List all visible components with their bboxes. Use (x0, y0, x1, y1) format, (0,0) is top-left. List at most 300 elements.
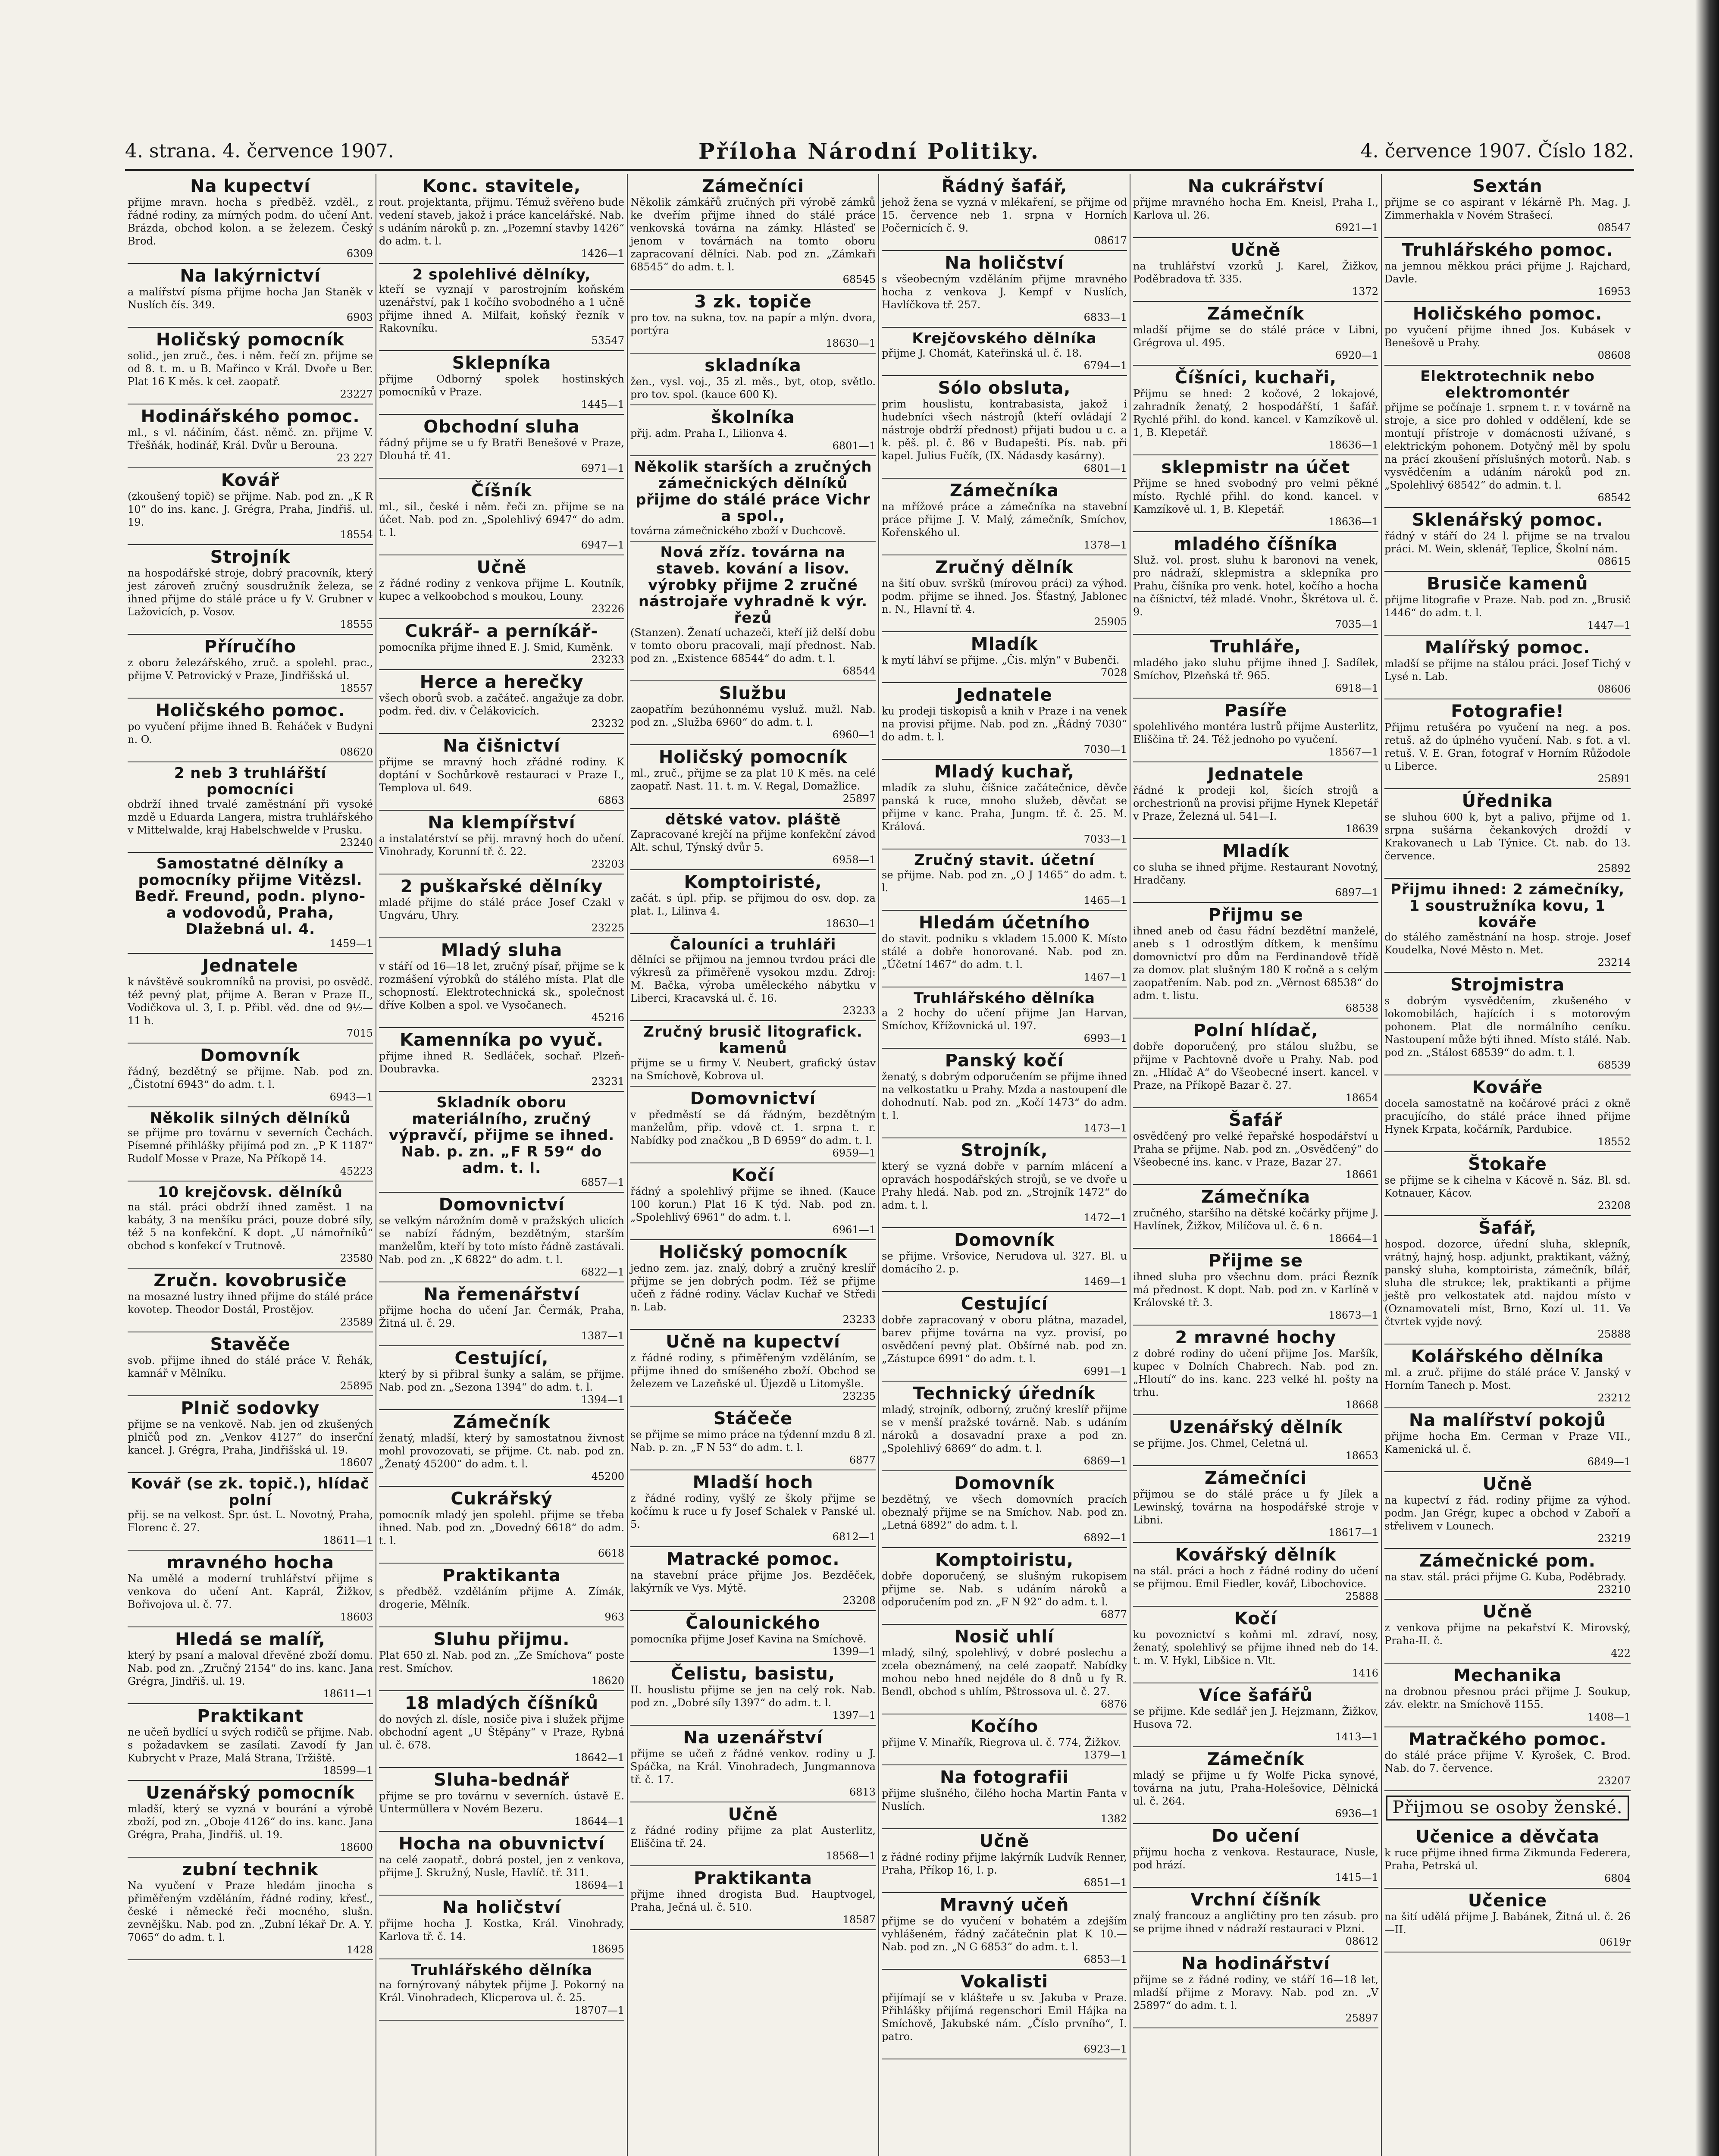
ad-number: 23208 (1597, 1200, 1631, 1212)
classified-ad (882, 1893, 1127, 1970)
ad-body: řádný a spolehlivý přijme se ihned. (Kauce 100 korun.) Plat 16 K týd. Nab. pod zn. „Spolehlivý 6961“ do adm. t. l. (630, 1185, 876, 1223)
ad-headline: Kočí (731, 1166, 775, 1185)
classified-ad (379, 1959, 624, 2021)
ad-number: 6918—1 (1335, 682, 1378, 694)
ad-body: z řádné rodiny přijme lakýrník Ludvík Renner, Praha, Příkop 16, I. p. (882, 1851, 1127, 1876)
ad-body: do nových zl. dísle, nosiče piva i služek přijme obchodní agent „U Štěpány“ v Praze, Rybná ul. č. 678. (379, 1713, 624, 1751)
ad-number: 25892 (1597, 862, 1631, 874)
classified-ad (379, 734, 624, 811)
ad-body: mladší přijme se do stálé práce v Libni, Grégrova ul. 495. (1133, 324, 1378, 349)
ad-body: žen., vysl. voj., 35 zl. měs., byt, otop, světlo. pro tov. spol. (kauce 600 K). (630, 376, 876, 401)
ad-body: přijme litografie v Praze. Nab. pod zn. „Brusič 1446“ do adm. t. l. (1384, 594, 1631, 619)
classified-ad (882, 1471, 1127, 1548)
ad-number: 25897 (1345, 2012, 1378, 2024)
ad-headline: Službu (719, 683, 787, 703)
classified-ad (379, 1564, 624, 1627)
classified-ad (882, 251, 1127, 328)
ad-body: znalý francouz a angličtiny pro ten zásub. pro se prijme ihned v nádraží restauraci v Plzni. (1133, 1910, 1378, 1935)
classified-ad (379, 811, 624, 874)
ad-number: 23233 (591, 654, 624, 666)
column-3 (628, 174, 879, 2156)
ad-body: jehož žena se vyzná v mlékaření, se přijme od 15. července neb 1. srpna v Horních Počernicích č. 9. (882, 196, 1127, 234)
ad-body: z venkova přijme na pekařství K. Mirovský, Praha-II. č. (1384, 1622, 1631, 1647)
classified-ad (128, 545, 373, 635)
ad-headline: Mravný učeň (939, 1895, 1069, 1915)
ad-headline: Více šafářů (1199, 1686, 1313, 1705)
classified-ad (882, 1765, 1127, 1829)
ad-number: 18639 (1345, 823, 1378, 835)
ad-number: 1394—1 (581, 1394, 624, 1406)
ad-number: 18611—1 (323, 1534, 373, 1546)
ad-body: na jemnou měkkou práci přijme J. Rajchard, Davle. (1384, 260, 1631, 285)
ad-body: na hospodářské stroje, dobrý pracovník, který jest zároveň zručný sousdružník železa, se ihned přijme do stálé práce u fy V. Grubner v Lažovicích, p. Vosov. (128, 567, 373, 618)
ad-headline: Kovář (se zk. topič.), hlídač polní (131, 1475, 370, 1509)
ad-body: mladý, silný, spolehlivý, v dobré poslechu a zcela obeznámený, na celé zaopatř. Nabídky mohou nebo hned nejdéle do 8 dnů u fy R. Bendl, obchod s uhlím, Pštrossova ul. č. 27. (882, 1647, 1127, 1698)
ad-body: přijme se u firmy V. Neubert, grafický ústav na Smíchově, Kobrova ul. (630, 1057, 876, 1082)
ad-headline: Domovnictví (438, 1195, 565, 1215)
classified-ad (1133, 762, 1378, 839)
ad-number: 23235 (842, 1390, 876, 1402)
ad-number: 18554 (340, 529, 373, 541)
ad-number: 18555 (340, 618, 373, 630)
ad-headline: Mladík (1222, 841, 1290, 861)
classified-ad (630, 870, 876, 934)
ad-body: do stavit. podniku s vkladem 15.000 K. Místo stálé a dobře honorované. Nab. pod zn. „Účetní 1467“ do adm. t. l. (882, 933, 1127, 971)
ad-number: 6309 (346, 248, 373, 260)
ad-number: 23208 (842, 1595, 876, 1607)
classified-ad (1384, 572, 1631, 636)
ad-number: 6923—1 (1083, 2043, 1127, 2055)
ad-body: přijme ihned R. Sedláček, sochař. Plzeň-Doubravka. (379, 1050, 624, 1075)
ad-body: Přijmu retušéra po vyučení na neg. a pos. retuš. až do úplného vyučení. Nab. s fot. a vl. retuš. V. E. Gran, fotograf v Horním Růžodole u Liberce. (1384, 721, 1631, 772)
ad-headline: Cestující (961, 1294, 1048, 1314)
ad-body: který by psaní a maloval dřevěné zboží domu. Nab. pod zn. „Zručný 2154“ do ins. kanc. Jana Grégra, Jindřiš. ul. 19. (128, 1649, 373, 1687)
ad-number: 18661 (1345, 1169, 1378, 1181)
ad-headline: Matračkého pomoc. (1408, 1730, 1607, 1749)
ad-number: 08615 (1597, 555, 1631, 567)
classified-ad (379, 555, 624, 619)
ad-headline: Kovářský dělník (1175, 1545, 1337, 1565)
ad-number: 1399—1 (832, 1645, 876, 1658)
ad-body: přijme J. Chomát, Kateřinská ul. č. 18. (882, 347, 1082, 359)
ad-number: 18603 (340, 1611, 373, 1623)
classified-ad (1384, 1889, 1631, 1952)
ad-number: 6804 (1604, 1872, 1631, 1884)
ad-number: 1416 (1352, 1667, 1378, 1679)
ad-headline: Panský kočí (945, 1051, 1064, 1071)
ad-number: 18617—1 (1328, 1526, 1378, 1539)
ad-number: 1472—1 (1083, 1212, 1127, 1224)
ad-body: prim houslistu, kontrabasista, jakož i hudebníci všech nástrojů (kteří ovládají 2 nástroje obdrží přednost) přijati budou u c. a k. pěš. pl. č. 86 v Budapešti. Pís. nab. při kapel. Julius Fučík, (IX. Nádasdy kasárny). (882, 398, 1127, 462)
ad-body: přijme se z řádné rodiny, ve stáří 16—18 let, mladší přijme z Moravy. Nab. pod zn. „V 25897“ do adm. t. l. (1133, 1974, 1378, 2012)
ad-body: Přijme se hned svobodný pro velmi pěkné místo. Rychlé přihl. do kond. kancel. v Kamzíkově ul. 1, B. Klepetář. (1133, 477, 1378, 515)
ad-headline: Příručího (204, 637, 297, 657)
ad-headline: Na fotografii (939, 1767, 1069, 1787)
ad-number: 08547 (1597, 222, 1631, 234)
ad-number: 6892—1 (1083, 1532, 1127, 1544)
ad-headline: Praktikanta (694, 1868, 812, 1888)
ad-headline: Kovář (221, 470, 280, 490)
classified-ad (882, 174, 1127, 251)
ad-headline: Zámečníka (949, 481, 1059, 501)
ad-headline: Kamenníka po vyuč. (400, 1030, 604, 1050)
classified-ad (882, 1548, 1127, 1625)
ad-body: bezdětný, ve všech domovních pracích obeznalý přijme se na Smíchov. Nab. pod zn. „Letná 6892“ do adm. t. l. (882, 1493, 1127, 1531)
ad-headline: Zámečnické pom. (1419, 1551, 1596, 1571)
ad-body: ku povoznictví s koňmi ml. zdraví, nosy, ženatý, spolehlivý se přijme ihned neb do 14. t. m. V. Hykl, Libšice n. Vlt. (1133, 1629, 1378, 1667)
ad-body: se přijme pro továrnu v severních Čechách. Písemné přihlášky přijímá pod zn. „P K 1187“ Rudolf Mosse v Praze, Na Příkopě 14. (128, 1127, 373, 1165)
ad-headline: Fotografie! (1451, 702, 1564, 721)
ad-headline: Na lakýrnictví (180, 266, 321, 286)
ad-headline: Hledá se malíř, (175, 1630, 326, 1649)
ad-body: pomocník mladý jen spolehl. přijme se třeba ihned. Nab. pod zn. „Dovedný 6618“ do adm. t. l. (379, 1509, 624, 1547)
ad-body: se přijme. Jos. Chmel, Celetná ul. (1133, 1437, 1308, 1449)
ad-body: (zkoušený topič) se přijme. Nab. pod zn. „K R 10“ do ins. kanc. J. Grégra, Praha, Jindřiš. ul. 19. (128, 490, 373, 528)
classified-ad (882, 479, 1127, 555)
ad-headline: Řádný šafář, (941, 176, 1068, 196)
ad-number: 6813 (849, 1786, 876, 1798)
classified-ad (630, 1330, 876, 1407)
classified-ad (128, 328, 373, 404)
ad-number: 18611—1 (323, 1688, 373, 1700)
ad-headline: Zámečníci (1204, 1468, 1307, 1488)
ad-headline: dětské vatov. pláště (665, 811, 841, 828)
ad-number: 6801—1 (1083, 462, 1127, 474)
ad-number: 23232 (591, 718, 624, 730)
ad-number: 1467—1 (1083, 971, 1127, 983)
ad-number: 1379—1 (1083, 1749, 1127, 1761)
classified-ad (1133, 174, 1378, 238)
ad-body: mladé přijme do stálé práce Josef Czakl v Ungváru, Uhry. (379, 896, 624, 921)
ad-number: 1378—1 (1083, 539, 1127, 551)
classified-ad (1384, 1216, 1631, 1344)
classified-ad (1384, 699, 1631, 789)
ad-body: ml., zruč., přijme se za plat 10 K měs. na celé zaopatř. Nast. 11. t. m. V. Regal, Domažlice. (630, 767, 876, 792)
ad-number: 23233 (842, 1313, 876, 1326)
classified-ad (1133, 1888, 1378, 1952)
ad-number: 18630—1 (826, 337, 876, 349)
ad-body: se přijme se mimo práce na týdenní mzdu 8 zl. Nab. p. zn. „F N 53“ do adm. t. l. (630, 1429, 876, 1454)
ad-headline: 3 zk. topiče (694, 292, 812, 312)
ad-number: 18620 (591, 1675, 624, 1687)
ad-headline: Přijmu ihned: 2 zámečníky, 1 soustružníka kovu, 1 kováře (1390, 881, 1625, 931)
ad-number: 25888 (1597, 1328, 1631, 1340)
ad-body: který by si přibral šunky a salám, se přijme. Nab. pod zn. „Sezona 1394“ do adm. t. l. (379, 1368, 624, 1393)
ad-headline: Domovnictví (690, 1089, 816, 1109)
ad-headline: Obchodní sluha (423, 417, 580, 437)
ad-body: mladší se přijme na stálou práci. Josef Tichý v Lysé n. Lab. (1384, 658, 1631, 683)
classified-ad (630, 1021, 876, 1087)
classified-ad (1384, 1408, 1631, 1472)
ad-body: se přijme se k cihelna v Kácově n. Sáz. Bl. sd. Kotnauer, Kácov. (1384, 1174, 1631, 1199)
header-date-left: 4. strana. 4. července 1907. (125, 140, 394, 162)
ad-number: 6903 (346, 311, 373, 323)
classified-ad (882, 1714, 1127, 1765)
ad-number: 53547 (591, 335, 624, 347)
ad-headline: Sklepníka (452, 353, 551, 373)
ad-headline: 10 krejčovsk. dělníků (157, 1184, 343, 1201)
classified-ad (1384, 508, 1631, 572)
ad-number: 25888 (1345, 1590, 1378, 1602)
classified-ad (128, 699, 373, 762)
classified-ad (630, 1726, 876, 1802)
ad-number: 18552 (1597, 1136, 1631, 1148)
ad-body: k ruce přijme ihned firma Zikmunda Federera, Praha, Petrská ul. (1384, 1847, 1631, 1872)
ad-headline: Kočí (1234, 1609, 1278, 1629)
ad-number: 23589 (340, 1316, 373, 1328)
column-1 (125, 174, 376, 2156)
classified-ad (882, 555, 1127, 632)
ad-headline: Hledám účetního (918, 913, 1090, 933)
ad-body: ml., s vl. náčiním, část. němč. zn. přijme V. Třešňák, hodinář, Král. Dvůr u Berouna. (128, 426, 373, 451)
classified-ad (630, 456, 876, 542)
ad-body: na truhlářství vzorků J. Karel, Žižkov, Poděbradova tř. 335. (1133, 260, 1378, 285)
ad-headline: Učně (1482, 1602, 1533, 1622)
ad-body: svob. přijme ihned do stálé práce V. Řehák, kamnář v Mělníku. (128, 1354, 373, 1379)
ad-body: na fornýrovaný nábytek přijme J. Pokorný na Král. Vinohradech, Klicperova ul. č. 25. (379, 1979, 624, 2004)
ad-headline: 2 puškařské dělníky (400, 877, 603, 896)
classified-ad (882, 987, 1127, 1049)
ad-headline: Sólo obsluta, (938, 378, 1071, 398)
ad-number: 7015 (346, 1027, 373, 1039)
ad-body: a 2 hochy do učení přijme Jan Harvan, Smíchov, Křížovnická ul. 197. (882, 1007, 1127, 1032)
classified-ad (1384, 879, 1631, 973)
classified-ad (379, 1832, 624, 1896)
ad-number: 68539 (1597, 1059, 1631, 1071)
ad-body: přijme hocha do učení Jar. Čermák, Praha, Žitná ul. č. 29. (379, 1304, 624, 1329)
classified-ad (882, 328, 1127, 376)
ad-body: mladší, který se vyzná v bourání a výrobě zboží, pod zn. „Oboje 4126“ do ins. kanc. Jana Grégra, Praha, Jindřiš. ul. 19. (128, 1803, 373, 1841)
classified-ad (379, 1691, 624, 1768)
ad-headline: Čalouníci a truhláři (670, 936, 836, 953)
ad-body: hospod. dozorce, úřední sluha, sklepník, vrátný, hajný, hosp. adjunkt, praktikant, vážný, panský sluha, komptoirista, zámečník, bílář, sluha dle strukce; lek, praktikanti a přijme ještě pro velkostatek atd. najdou místo v (Oznamovateli míst, Brno, Kozí ul. 11. Ve čtvrtek vyjde nový. (1384, 1238, 1631, 1328)
ad-headline: Domovník (954, 1230, 1055, 1250)
ad-body: přij. se na velkost. Spr. úst. L. Novotný, Praha, Florenc č. 27. (128, 1509, 373, 1534)
ad-body: ihned aneb od času řádní bezdětní manželé, aneb s 1 odrostlým dítkem, k menšímu domovnictví pro dům na Ferdinandově třídě za domov. plat slušným 180 K ročně a s celým zaopatřením. Nab. pod zn. „Věrnost 68538“ do adm. t. listu. (1133, 925, 1378, 1002)
ad-number: 18644—1 (574, 1815, 624, 1827)
classified-ad (379, 1193, 624, 1282)
ad-headline: Jednatele (1208, 765, 1304, 784)
ad-number: 6936—1 (1335, 1808, 1378, 1820)
ad-headline: Komptoiristé, (684, 872, 822, 892)
classified-ad (630, 1802, 876, 1866)
ad-body: ml., sil., české i něm. řeči zn. přijme se na účet. Nab. pod zn. „Spolehlivý 6947“ do adm. t. l. (379, 501, 624, 539)
classified-ad (1133, 1415, 1378, 1466)
ad-body: řádný, bezdětný se přijme. Nab. pod zn. „Čistotní 6943“ do adm. t. l. (128, 1065, 373, 1091)
ad-headline: Truhlářského pomoc. (1402, 240, 1613, 260)
classified-ad (630, 405, 876, 456)
classified-ad (882, 1625, 1127, 1714)
classified-ad (630, 1866, 876, 1930)
ad-headline: Zámečníka (1201, 1187, 1311, 1207)
classified-ad (128, 954, 373, 1044)
ad-headline: Konc. stavitele, (422, 176, 581, 196)
classified-ad (128, 1107, 373, 1181)
classified-ad (1133, 1747, 1378, 1824)
ad-number: 23212 (1597, 1392, 1631, 1404)
ad-number: 1445—1 (581, 398, 624, 411)
ad-number: 1459—1 (329, 937, 373, 950)
ad-headline: Několik silných dělníků (150, 1109, 351, 1127)
ad-headline: Kočího (970, 1717, 1039, 1736)
classified-ad (630, 681, 876, 745)
ad-body: obdrží ihned trvalé zaměstnání při vysoké mzdě u Eduarda Langera, mistra truhlářského v Mittelwalde, kraj Habelschwelde v Prusku. (128, 798, 373, 836)
ad-number: 25895 (340, 1380, 373, 1392)
ad-headline: Nová zříz. továrna na staveb. kování a lisov. výrobky přijme 2 zručné nástrojaře vyhradně k výr. řezů (638, 544, 868, 627)
ad-number: 18568—1 (826, 1850, 876, 1862)
classified-ad (1133, 1683, 1378, 1747)
ad-number: 6618 (598, 1547, 624, 1559)
ad-number: 45216 (591, 1012, 624, 1024)
ad-number: 08612 (1345, 1935, 1378, 1947)
classified-ad (1133, 302, 1378, 366)
ad-headline: Krejčovského dělníka (912, 330, 1097, 347)
classified-ad (128, 1181, 373, 1269)
ad-number: 68544 (842, 665, 876, 677)
classified-ad (379, 415, 624, 479)
ad-body: z řádné rodiny, vyšlý ze školy přijme se kočímu k ruce u fy Josef Schalek v Panské ul. 5. (630, 1492, 876, 1530)
ad-headline: Přijmou se osoby ženské. (1392, 1798, 1623, 1818)
ad-headline: mravného hocha (166, 1553, 335, 1573)
ad-number: 6960—1 (832, 729, 876, 741)
ad-number: 6857—1 (581, 1176, 624, 1188)
ad-headline: Mladší hoch (692, 1473, 814, 1492)
ad-headline: Zámečník (1207, 1749, 1305, 1769)
ad-body: na mřížové práce a zámečníka na stavební práce přijme J. V. Malý, zámečník, Smíchov, Kořenského ul. (882, 501, 1127, 539)
ad-body: továrna zámečnického zboží v Duchcově. (630, 525, 846, 537)
ad-body: se přijme. Nab. pod zn. „O J 1465“ do adm. t. l. (882, 869, 1127, 894)
classified-ad (128, 1627, 373, 1704)
ad-body: Služ. vol. prost. sluhu k baronovi na venek, pro nádraží, sklepmistra a sklepníka pro Prahu, číšníka pro venk. hotel, kočího a hocha na číšnictví, též mladé. Vnohr., Škrétova ul. č. 9. (1133, 554, 1378, 618)
ad-number: 23231 (591, 1075, 624, 1087)
ad-body: přijme se mravný hoch zřádné rodiny. K doptání v Sochůrkově restauraci v Praze I., Templova ul. 649. (379, 756, 624, 794)
ad-number: 6849—1 (1587, 1456, 1631, 1468)
ad-number: 25891 (1597, 773, 1631, 785)
ad-headline: Na holičství (945, 253, 1064, 273)
ad-headline: Kolářského dělníka (1411, 1347, 1604, 1366)
classified-ad (630, 745, 876, 809)
ad-number: 6863 (598, 794, 624, 806)
classified-ad (1384, 973, 1631, 1075)
ad-number: 1426—1 (581, 248, 624, 260)
ad-headline: Zámečníci (701, 176, 805, 196)
ad-number: 18695 (591, 1943, 624, 1955)
classified-ad (379, 1346, 624, 1410)
ad-body: s všeobecným vzděláním přijme mravného hocha z venkova J. Kempf v Nuslích, Havlíčkova tř. 257. (882, 273, 1127, 311)
column-5 (1130, 174, 1382, 2156)
ad-number: 6876 (1100, 1698, 1127, 1710)
ad-number: 23226 (591, 603, 624, 615)
ad-headline: Učně na kupectví (666, 1332, 840, 1352)
ad-body: který se vyzná dobře v parním mlácení a opravách hospodářských strojů, se ve dvoře u Prahy hledá. Nab. pod zn. „Strojník 1472“ do adm. t. l. (882, 1160, 1127, 1211)
ad-headline: Na malířství pokojů (1409, 1410, 1606, 1430)
ad-headline: školníka (711, 407, 795, 427)
ad-headline: Sluhu přijmu. (433, 1630, 570, 1649)
ad-number: 23219 (1597, 1532, 1631, 1545)
classified-ad (379, 874, 624, 938)
classified-ad (1133, 1952, 1378, 2028)
ad-body: přijme mravn. hocha s předběž. vzděl., z řádné rodiny, za mírných podm. do učení Ant. Brázda, obchod kolon. a se železem. Český Brod. (128, 196, 373, 247)
classified-ad (630, 290, 876, 354)
ad-body: přijme se co aspirant v lékárně Ph. Mag. J. Zimmerhakla v Novém Strašecí. (1384, 196, 1631, 221)
header-rule (125, 169, 1634, 171)
ad-body: přijme se pro továrnu v severních. ústavě E. Untermüllera v Novém Bezeru. (379, 1790, 624, 1815)
column-6 (1382, 174, 1633, 2156)
classified-ad (379, 1768, 624, 1832)
ad-number: 68542 (1597, 492, 1631, 504)
ad-headline: Několik starších a zručných zámečnických dělníků přijme do stálé práce Vichr a spol., (634, 458, 872, 525)
header-issue: 4. července 1907. Číslo 182. (1360, 140, 1634, 162)
ad-body: se přijme. Kde sedlář jen J. Hejzmann, Žižkov, Husova 72. (1133, 1705, 1378, 1730)
classified-ad (1133, 635, 1378, 699)
ad-body: řádné k prodeji kol, šicích strojů a orchestrionů na provisi přijme Hynek Klepetář v Praze, Železná ul. 541—I. (1133, 784, 1378, 822)
ad-number: 422 (1611, 1647, 1631, 1659)
classified-ad (1133, 455, 1378, 532)
ad-body: na stavební práce přijme Jos. Bezděček, lakýrník ve Vys. Mýtě. (630, 1569, 876, 1594)
ad-number: 1387—1 (581, 1330, 624, 1342)
classified-ad (1384, 1727, 1631, 1791)
ad-number: 7030—1 (1083, 743, 1127, 755)
ad-number: 6833—1 (1083, 311, 1127, 323)
ad-number: 23233 (842, 1005, 876, 1017)
classified-ad (1133, 532, 1378, 635)
classified-ad (1133, 1466, 1378, 1543)
ad-body: Přijmu se hned: 2 kočové, 2 lokajové, zahradník ženatý, 2 hospodářští, 1 šafář. Rychlé přihl. do kond. kancel. v Kamzíkově ul. 1, B. Klepetář. (1133, 388, 1378, 439)
classified-ad (882, 760, 1127, 849)
ad-headline: Přijmu se (1208, 905, 1303, 925)
classified-ad (1133, 1326, 1378, 1415)
ad-body: a malířství písma přijme hocha Jan Staněk v Nuslích čís. 349. (128, 286, 373, 311)
classified-ad (1133, 1824, 1378, 1888)
ad-headline: Truhlářského dělníka (411, 1962, 592, 1979)
ad-headline: Vrchní číšník (1190, 1890, 1321, 1910)
ad-number: 6822—1 (581, 1266, 624, 1278)
ad-body: na šití udělá přijme J. Babánek, Žitná ul. č. 26—II. (1384, 1911, 1631, 1936)
ad-headline: Jednatele (202, 956, 298, 976)
ad-headline: Cukrář- a perníkář- (405, 621, 598, 641)
ad-body: ženatý, mladší, který by samostatnou živnost mohl provozovati, se přijme. Ct. nab. pod zn. „Ženatý 45200“ do adm. t. l. (379, 1432, 624, 1470)
classified-ad (882, 1138, 1127, 1228)
ad-number: 18630—1 (826, 918, 876, 930)
ad-body: ku prodeji tiskopisů a knih v Praze i na venek na provisi přijme. Nab. pod zn. „Řádný 7030“ do adm. t. l. (882, 705, 1127, 743)
classified-ad (128, 468, 373, 545)
classified-ad (630, 1547, 876, 1611)
ad-body: dobře doporučený, se slušným rukopisem přijme se. Nab. s udáním nároků a odporučením pod zn. „F N 92“ do adm. t. l. (882, 1570, 1127, 1608)
classified-ad (630, 354, 876, 405)
ad-body: spolehlivého montéra lustrů přijme Austerlitz, Eliščina tř. 24. Též jednoho po vyučení. (1133, 721, 1378, 746)
ad-body: s předběž. vzděláním přijme A. Zímák, drogerie, Mělník. (379, 1586, 624, 1611)
ad-body: v předměstí se dá řádným, bezdětným manželům, přip. vdově ct. 1. srpna t. r. Nabídky pod značkou „B D 6959“ do adm. t. l. (630, 1109, 876, 1147)
ad-body: dobře zapracovaný v oboru plátna, mazadel, barev přijme továrna na vyz. provisí, po osvědčení pevný plat. Obšírné nab. pod zn. „Zástupce 6991“ do adm. t. l. (882, 1314, 1127, 1365)
ad-number: 18557 (340, 682, 373, 694)
ad-body: se velkým nárožním domě v pražských ulicích se nabízí řádným, bezdětným, starším manželům, kteří by toto místo řádně zastávali. Nab. pod zn. „K 6822“ do adm. t. l. (379, 1215, 624, 1266)
classified-ad (379, 670, 624, 734)
ad-headline: Strojník (210, 547, 291, 567)
classified-ad (1384, 1344, 1631, 1408)
classified-ad (630, 1611, 876, 1662)
ad-number: 23240 (340, 837, 373, 849)
ad-body: z řádné rodiny, s přiměřeným vzděláním, se přijme ihned do smíšeného zboží. Obchod se železem ve Lazeňské ul. Újezdě u Litomyšle. (630, 1352, 876, 1390)
classified-ad (128, 1396, 373, 1473)
ad-number: 18668 (1345, 1399, 1378, 1411)
ad-body: ne učeň bydlící u svých rodičů se přijme. Nab. s požadavkem se zasílati. Zavodí fy Jan Kubrycht v Praze, Malá Strana, Tržiště. (128, 1726, 373, 1764)
ad-body: kteří se vyznají v parostrojním koňském uzenářství, pak 1 kočího svobodného a 1 učně přijme ihned A. Milfait, koňský řezník v Rakovníku. (379, 283, 624, 334)
ad-number: 45200 (591, 1470, 624, 1482)
ad-headline: 18 mladých číšníků (404, 1693, 599, 1713)
ad-body: přijme ihned drogista Bud. Hauptvogel, Praha, Ječná ul. č. 510. (630, 1888, 876, 1913)
ad-headline: Vokalisti (961, 1972, 1048, 1992)
ad-headline: Čalounického (686, 1613, 820, 1633)
